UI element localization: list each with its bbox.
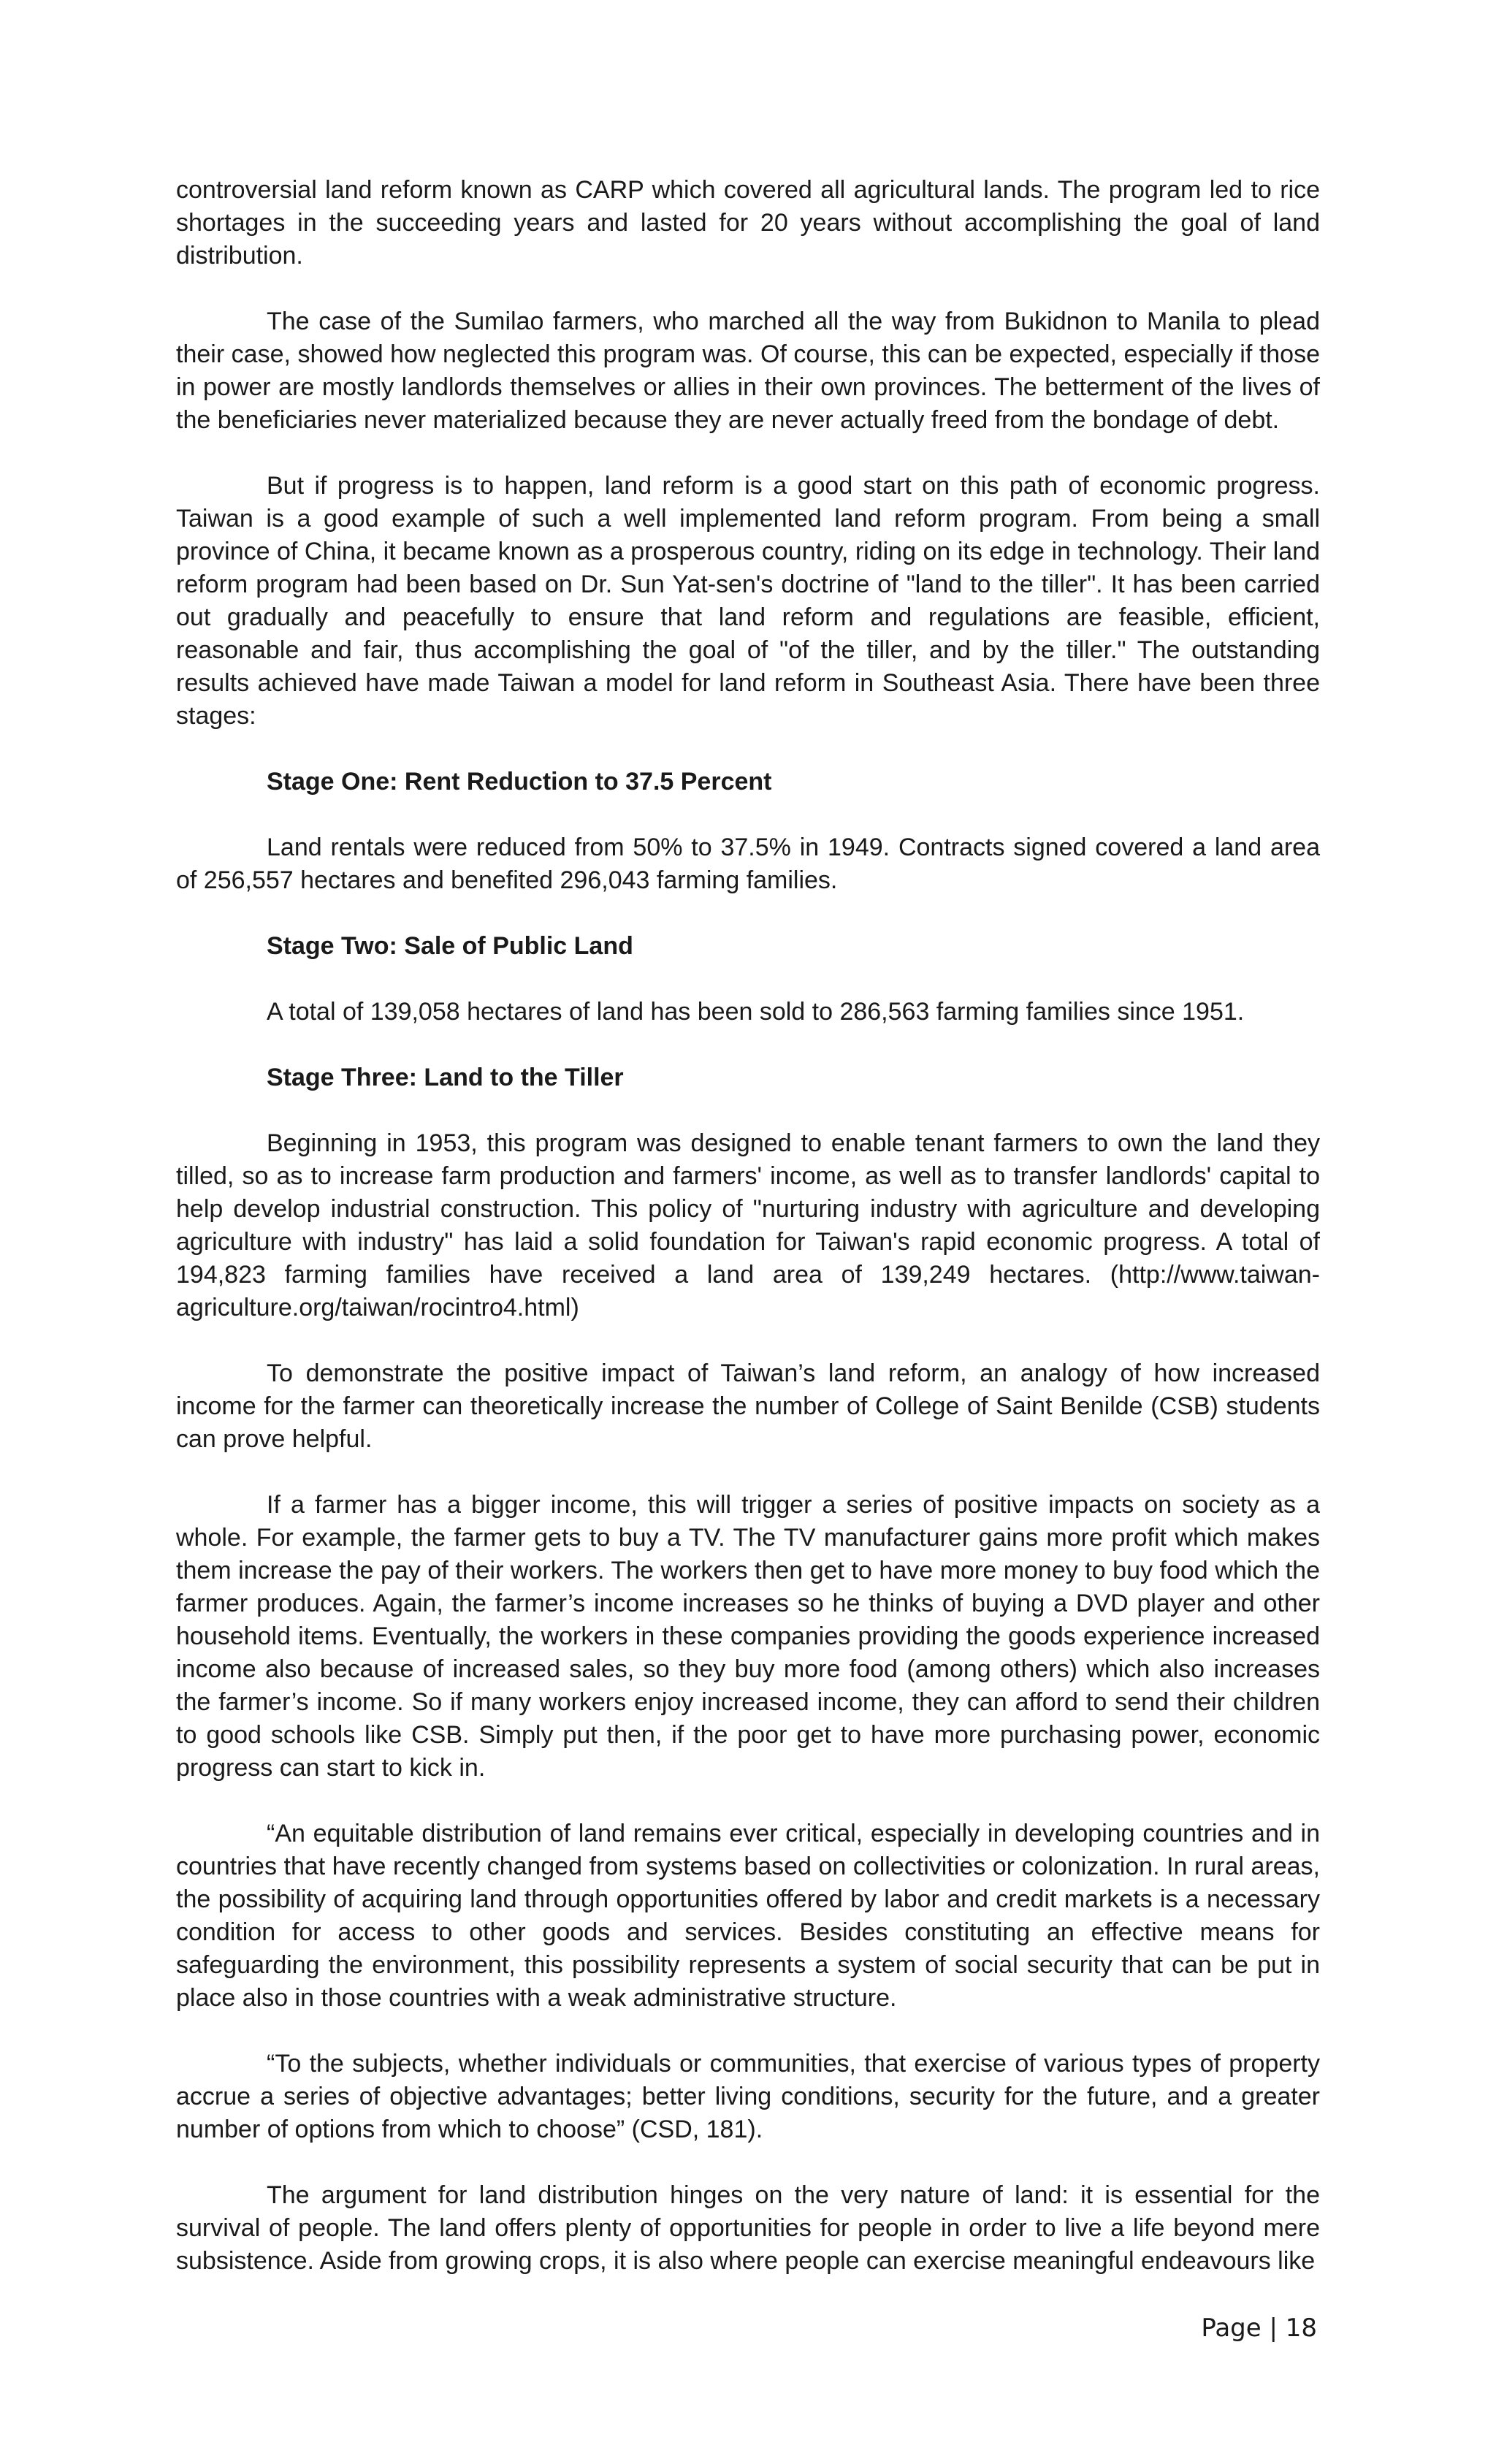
- paragraph-carp: controversial land reform known as CARP which covered all agricultural lands. The program led to rice shortages in the succeeding years and lasted for 20 years without accomplishing the goal of land distribution.: [176, 176, 1320, 270]
- paragraph-farmer-income: If a farmer has a bigger income, this will trigger a series of positive impacts on society as a whole. For example, the farmer gets to buy a TV. The TV manufacturer gains more profit which makes them increase the pay of their workers. The workers then get to have more money to buy food which the farmer produces. Again, the farmer’s income increases so he thinks of buying a DVD player and other household items. Eventually, the workers in these companies providing the goods experience increased income also because of increased sales, so they buy more food (among others) which also increases the farmer’s income. So if many workers enjoy increased income, they can afford to send their children to good schools like CSB. Simply put then, if the poor get to have more purchasing power, economic progress can start to kick in.: [176, 1491, 1320, 1782]
- paragraph-equitable-distribution-quote: “An equitable distribution of land remains ever critical, especially in developing countries and in countries that have recently changed from systems based on collectivities or colonization. In rural areas, the possibility of acquiring land through opportunities offered by labor and credit markets is a necessary condition for access to other goods and services. Besides constituting an effective means for safeguarding the environment, this possibility represents a system of social security that can be put in place also in those countries with a weak administrative structure.: [176, 1820, 1320, 2012]
- document-page: [176, 174, 1320, 2311]
- page-number: Page | 18: [1201, 2314, 1317, 2343]
- paragraph-stage-two: A total of 139,058 hectares of land has been sold to 286,563 farming families since 1951.: [267, 998, 1245, 1026]
- paragraph-land-distribution-argument: The argument for land distribution hinges on the very nature of land: it is essential for the survival of people. The land offers plenty of opportunities for people in order to live a life beyond mere subsistence. Aside from growing crops, it is also where people can exercise meaningful endeavours like: [176, 2181, 1320, 2275]
- heading-stage-one: Stage One: Rent Reduction to 37.5 Percent: [267, 768, 772, 796]
- paragraph-stage-one: Land rentals were reduced from 50% to 37.5% in 1949. Contracts signed covered a land area of 256,557 hectares and benefited 296,043 farming families.: [176, 834, 1320, 894]
- paragraph-csb-analogy-intro: To demonstrate the positive impact of Taiwan’s land reform, an analogy of how increased income for the farmer can theoretically increase the number of College of Saint Benilde (CSB) students can prove helpful.: [176, 1359, 1320, 1453]
- paragraph-taiwan-land-reform: But if progress is to happen, land reform is a good start on this path of economic progress. Taiwan is a good example of such a well implemented land reform program. From being a small province of China, it became known as a prosperous country, riding on its edge in technology. Their land reform program had been based on Dr. Sun Yat-sen's doctrine of "land to the tiller". It has been carried out gradually and peacefully to ensure that land reform and regulations are feasible, efficient, reasonable and fair, thus accomplishing the goal of "of the tiller, and by the tiller." The outstanding results achieved have made Taiwan a model for land reform in Southeast Asia. There have been three stages:: [176, 472, 1320, 730]
- heading-stage-three: Stage Three: Land to the Tiller: [267, 1064, 624, 1091]
- paragraph-sumilao-farmers: The case of the Sumilao farmers, who marched all the way from Bukidnon to Manila to plead their case, showed how neglected this program was. Of course, this can be expected, especially if those in power are mostly landlords themselves or allies in their own provinces. The betterment of the lives of the beneficiaries never materialized because they are never actually freed from the bondage of debt.: [176, 308, 1320, 434]
- heading-stage-two: Stage Two: Sale of Public Land: [267, 932, 633, 960]
- paragraph-stage-three: Beginning in 1953, this program was designed to enable tenant farmers to own the land they tilled, so as to increase farm production and farmers' income, as well as to transfer landlords' capital to help develop industrial construction. This policy of "nurturing industry with agriculture and developing agriculture with industry" has laid a solid foundation for Taiwan's rapid economic progress. A total of 194,823 farming families have received a land area of 139,249 hectares. (http://www.taiwan-agriculture.org/taiwan/rocintro4.html): [176, 1129, 1320, 1321]
- paragraph-property-advantages-quote: “To the subjects, whether individuals or communities, that exercise of various types of property accrue a series of objective advantages; better living conditions, security for the future, and a greater number of options from which to choose” (CSD, 181).: [176, 2050, 1320, 2143]
